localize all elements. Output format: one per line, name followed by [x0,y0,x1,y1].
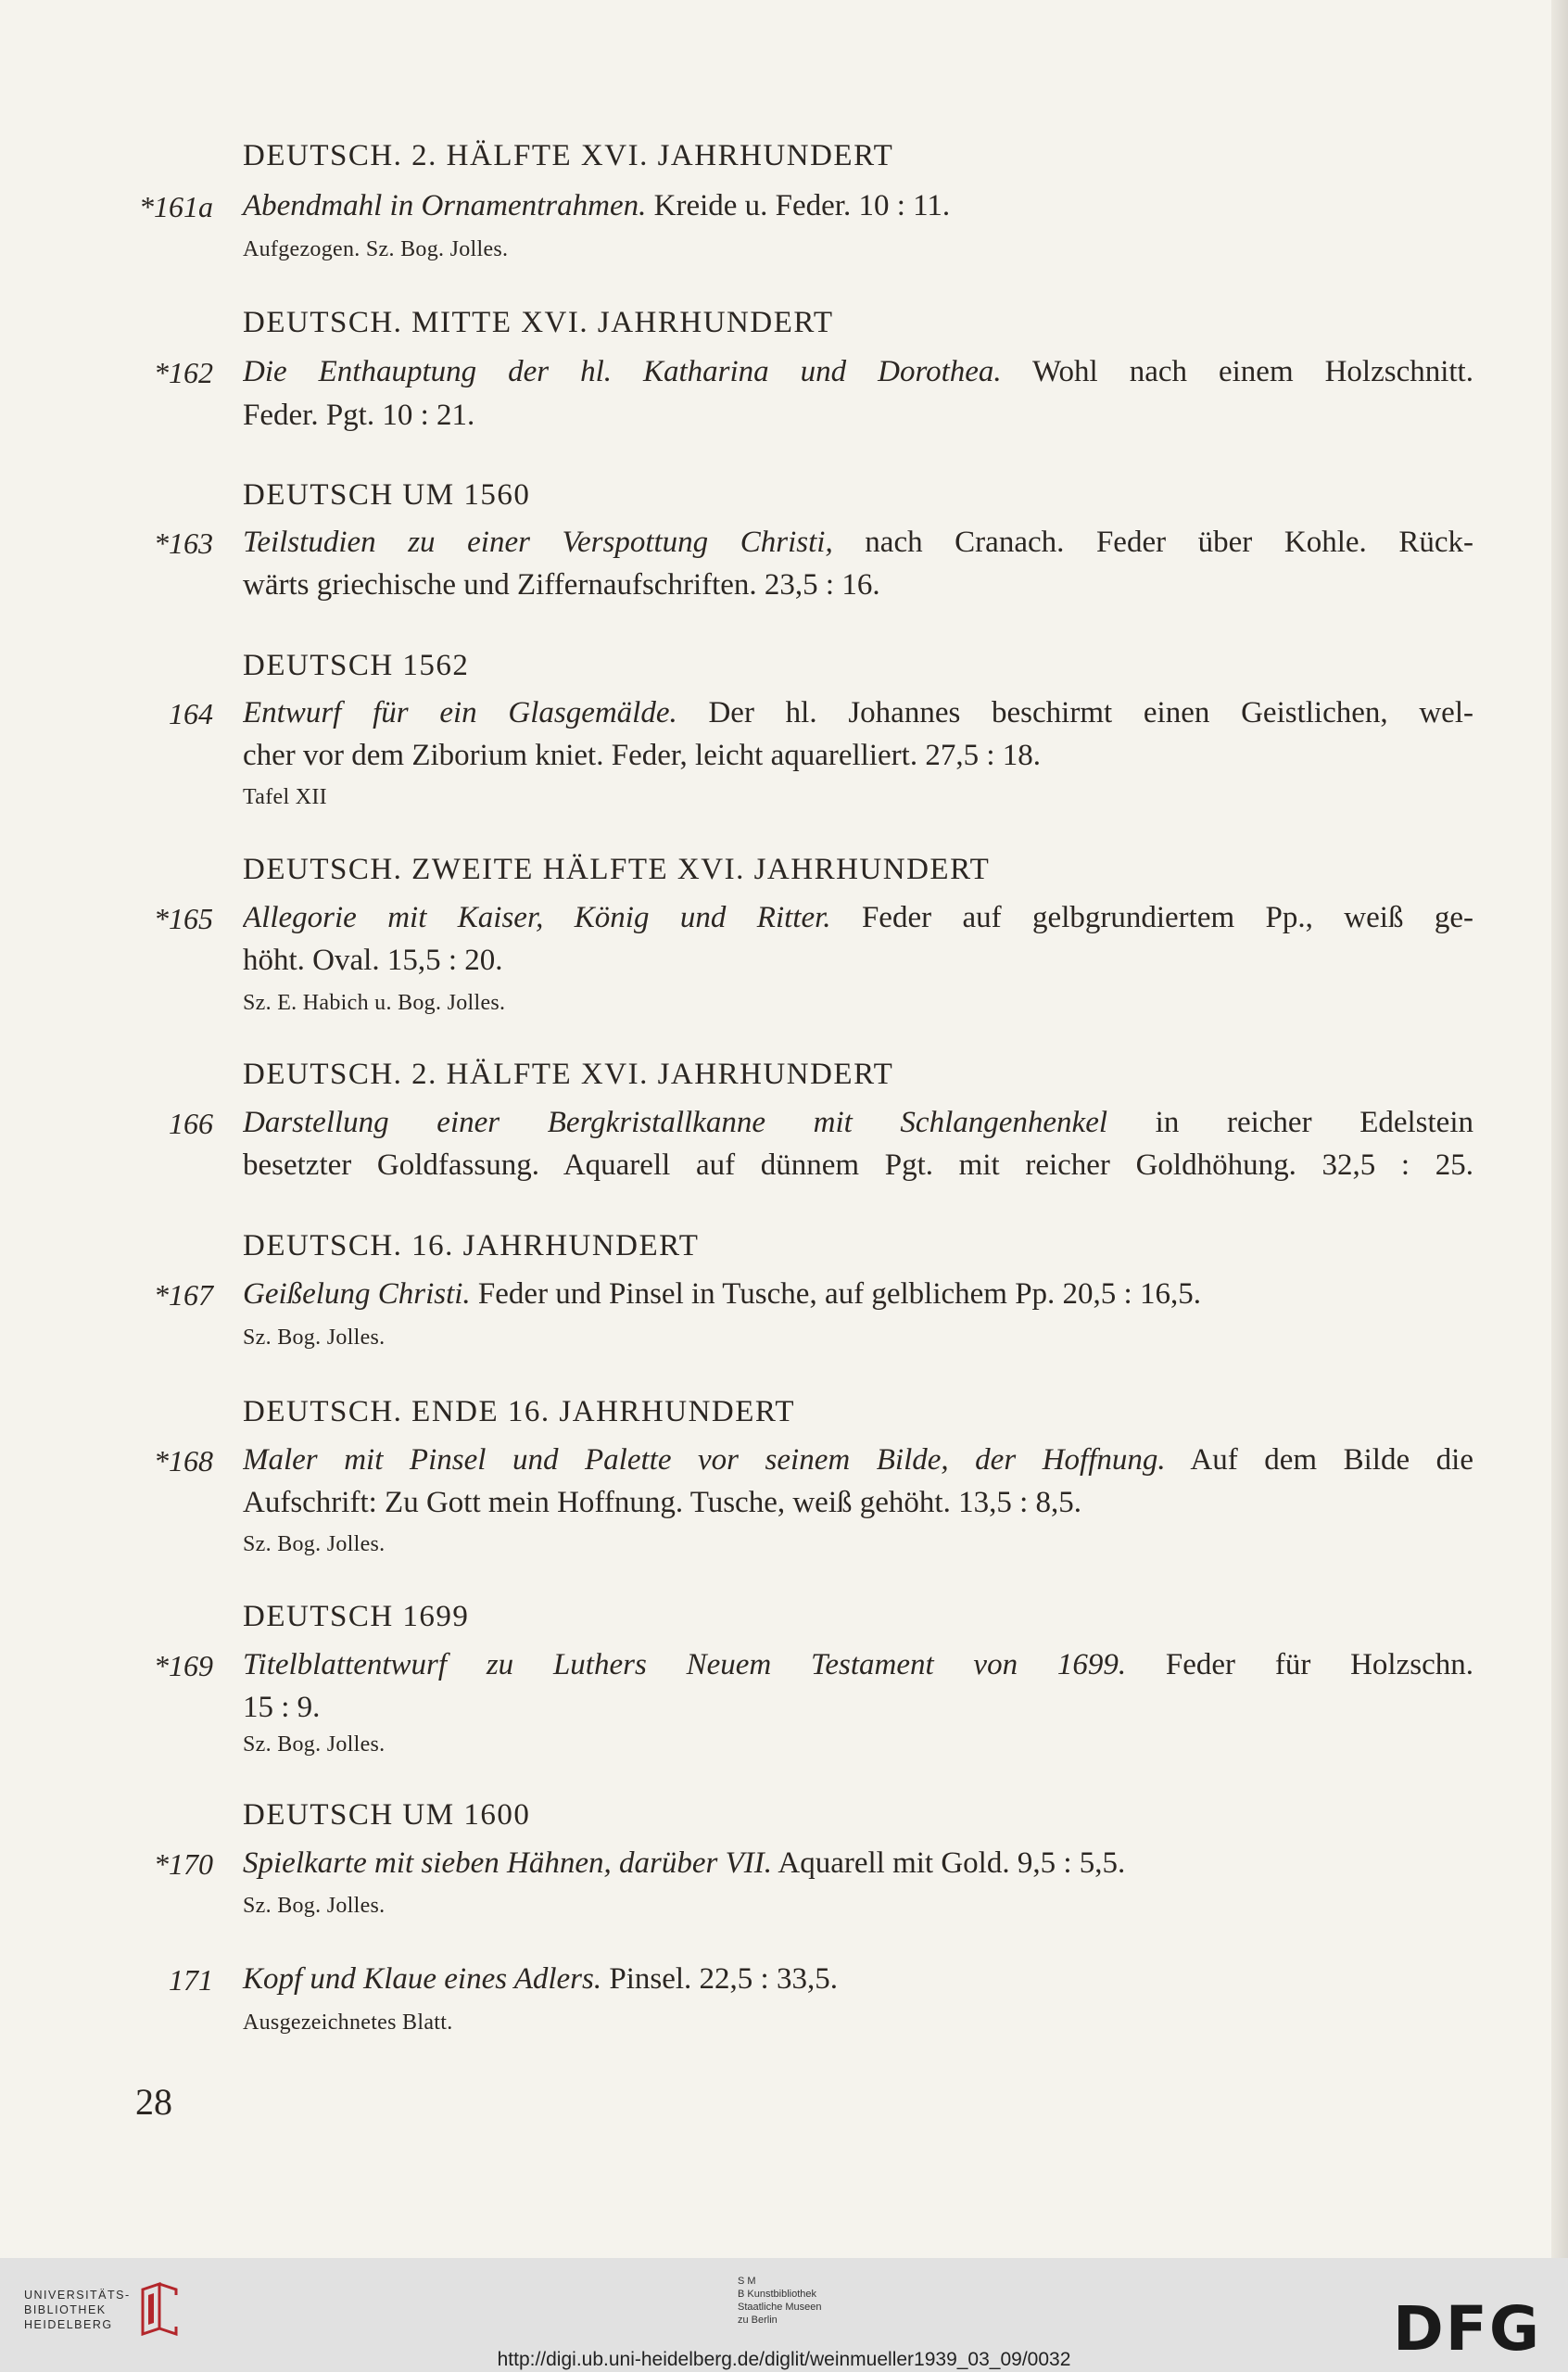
sm-line: Staatliche Museen [738,2302,822,2313]
entry-line [243,1488,1473,1518]
entry-line [243,1150,1473,1184]
entry-number: 166 [169,1107,213,1140]
entry-description: Feder und Pinsel in Tusche, auf gelblichem Pp. 20,5 : 16,5. [470,1277,1201,1311]
page-edge [1551,0,1568,2258]
section-heading: DEUTSCH 1699 [243,1600,470,1633]
entry-title: Abendmahl in Ornamentrahmen. [243,189,647,222]
entry-line [243,570,1473,601]
section-heading: DEUTSCH. 2. HÄLFTE XVI. JAHRHUNDERT [243,139,894,172]
section-heading: DEUTSCH UM 1600 [243,1798,531,1832]
entry-title: Teilstudien zu einer Verspottung Christi, [243,527,833,559]
entry-line [243,400,1473,431]
entry-line [243,1445,1473,1478]
entry-number: *168 [154,1444,213,1478]
entry-number: 164 [169,697,213,730]
entry-description: wärts griechische und Ziffernaufschriften. 23,5 : 16. [243,568,880,602]
kunstbibliothek-logo[interactable] [738,2275,822,2327]
permalink-url[interactable]: http://digi.ub.uni-heidelberg.de/diglit/weinmueller1939_03_09/0032 [497,2349,1071,2370]
entry-line [243,1108,1473,1141]
section-heading: DEUTSCH. 2. HÄLFTE XVI. JAHRHUNDERT [243,1058,894,1091]
section-heading: DEUTSCH. MITTE XVI. JAHRHUNDERT [243,306,834,339]
entry-line [243,1279,1473,1310]
entry-number: *169 [154,1649,213,1682]
entry-number: *162 [154,356,213,389]
sm-line: zu Berlin [738,2315,778,2326]
entry-line [243,1650,1473,1683]
ub-line: UNIVERSITÄTS- [24,2289,131,2302]
entry-description: in reicher Edelstein [1107,1108,1473,1139]
entry-note: Sz. Bog. Jolles. [243,1326,386,1350]
sm-line: S M [738,2276,756,2287]
entry-title: Geißelung Christi. [243,1277,471,1311]
entry-line [243,698,1473,731]
entry-line [243,903,1473,936]
entry-number: *170 [154,1847,213,1881]
entry-title: Kopf und Klaue eines Adlers. [243,1962,602,1996]
entry-number: 171 [169,1963,213,1997]
entry-description: Kreide u. Feder. 10 : 11. [646,189,951,222]
ub-line: HEIDELBERG [24,2318,113,2331]
entry-description: Feder für Holzschn. [1126,1650,1473,1681]
entry-note: Sz. Bog. Jolles. [243,1732,386,1757]
entry-description: Feder. Pgt. 10 : 21. [243,399,475,432]
entry-number: *167 [154,1278,213,1312]
entry-title: Die Enthauptung der hl. Katharina und Dorothea. [243,357,1002,388]
entry-title: Maler mit Pinsel und Palette vor seinem Bilde, der Hoffnung. [243,1445,1166,1477]
entry-line [243,945,1473,976]
entry-note: Sz. Bog. Jolles. [243,1532,386,1556]
entry-description: Feder auf gelbgrundiertem Pp., weiß ge- [830,903,1473,934]
entry-title: Spielkarte mit sieben Hähnen, darüber VII. [243,1846,772,1880]
entry-title: Titelblattentwurf zu Luthers Neuem Testament von 1699. [243,1650,1127,1681]
entry-line [243,357,1473,390]
entry-title: Allegorie mit Kaiser, König und Ritter. [243,903,831,934]
entry-description: besetzter Goldfassung. Aquarell auf dünnem Pgt. mit reicher Goldhöhung. 32,5 : 25. [243,1150,1473,1182]
viewer-footer [0,2258,1568,2372]
entry-description: Aquarell mit Gold. 9,5 : 5,5. [771,1846,1126,1880]
entry-description: Der hl. Johannes beschirmt einen Geistlichen, wel- [677,698,1473,729]
entry-number: *163 [154,526,213,560]
entry-note: Tafel XII [243,785,327,809]
entry-title: Darstellung einer Bergkristallkanne mit Schlangenhenkel [243,1108,1108,1139]
entry-description: nach Cranach. Feder über Kohle. Rück- [832,527,1473,559]
section-heading: DEUTSCH UM 1560 [243,478,531,512]
entry-description: Pinsel. 22,5 : 33,5. [601,1962,838,1996]
ub-book-logo-icon[interactable] [139,2282,187,2336]
sm-line: B Kunstbibliothek [738,2289,816,2300]
entry-description: cher vor dem Ziborium kniet. Feder, leicht aquarelliert. 27,5 : 18. [243,739,1041,772]
entry-number: *161a [139,190,213,223]
entry-line [243,741,1473,771]
section-heading: DEUTSCH 1562 [243,649,470,682]
entry-line [243,1964,1473,1995]
entry-note: Sz. E. Habich u. Bog. Jolles. [243,991,506,1015]
section-heading: DEUTSCH. ENDE 16. JAHRHUNDERT [243,1395,796,1428]
section-heading: DEUTSCH. ZWEITE HÄLFTE XVI. JAHRHUNDERT [243,853,991,886]
entry-note: Sz. Bog. Jolles. [243,1894,386,1918]
ub-heidelberg-wordmark[interactable] [24,2288,131,2332]
ub-line: BIBLIOTHEK [24,2303,107,2316]
entry-line [243,1693,1473,1723]
entry-line [243,527,1473,561]
entry-line [243,191,1473,222]
entry-description: 15 : 9. [243,1691,321,1724]
entry-description: Wohl nach einem Holzschnitt. [1001,357,1473,388]
page-number: 28 [135,2081,172,2123]
entry-number: *165 [154,902,213,935]
dfg-logo[interactable]: DFG [1393,2293,1542,2365]
entry-description: Auf dem Bilde die [1165,1445,1473,1477]
entry-title: Entwurf für ein Glasgemälde. [243,698,677,729]
entry-note: Ausgezeichnetes Blatt. [243,2010,453,2035]
section-heading: DEUTSCH. 16. JAHRHUNDERT [243,1229,700,1262]
entry-description: höht. Oval. 15,5 : 20. [243,944,503,977]
entry-description: Aufschrift: Zu Gott mein Hoffnung. Tusche, weiß gehöht. 13,5 : 8,5. [243,1486,1081,1519]
entry-note: Aufgezogen. Sz. Bog. Jolles. [243,237,509,261]
entry-line [243,1848,1473,1879]
